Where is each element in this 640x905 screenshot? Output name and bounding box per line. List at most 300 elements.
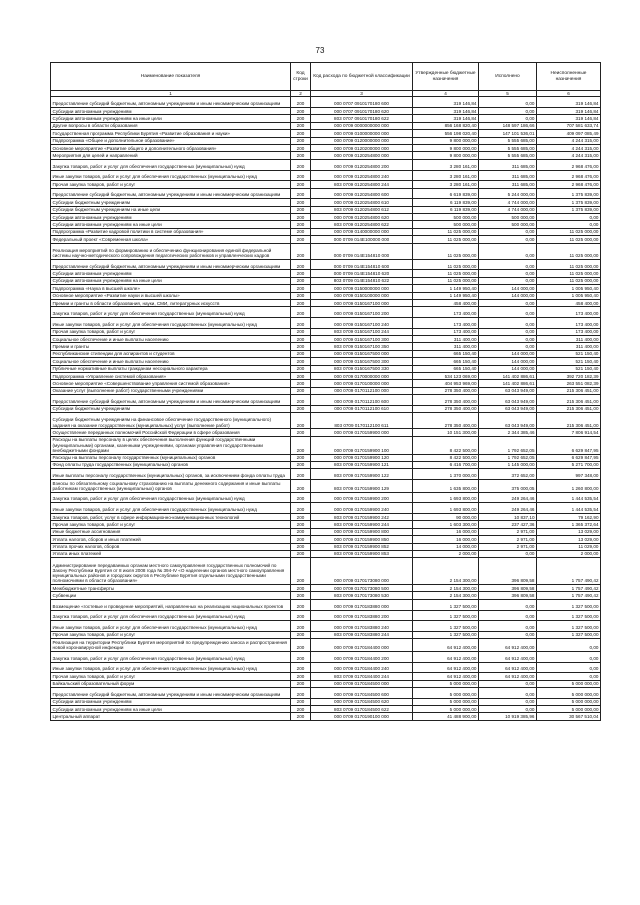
row-line-code: 200 <box>291 270 311 277</box>
row-line-code: 200 <box>291 413 311 429</box>
budget-execution-table <box>50 62 601 721</box>
row-unexecuted-amount: 5 000 000,00 <box>537 698 601 705</box>
row-approved-amount: 500 000,00 <box>413 214 479 221</box>
row-budget-code: 000 0709 014E154810 000 <box>311 243 413 259</box>
row-approved-amount: 278 350 400,00 <box>413 413 479 429</box>
row-name: Иные выплаты персоналу государственных (муниципальных) органов, за исключением фонда оплаты труда <box>51 469 291 480</box>
row-executed-amount: 4 744 000,00 <box>479 199 537 206</box>
row-budget-code: 803 0709 0170184400 244 <box>311 673 413 680</box>
row-name: Мероприятия для целей и направлений <box>51 152 291 159</box>
row-name: Основное мероприятие «Совершенствование управления системой образования» <box>51 380 291 387</box>
row-name: Осуществление переданных полномочий Российской Федерации в сфере образования <box>51 429 291 436</box>
row-line-code: 200 <box>291 436 311 454</box>
row-unexecuted-amount: 521 150,40 <box>537 350 601 357</box>
row-executed-amount: 311 685,00 <box>479 181 537 188</box>
table-row <box>51 631 601 638</box>
row-executed-amount: 396 809,58 <box>479 592 537 599</box>
row-unexecuted-amount: 79 162,90 <box>537 513 601 520</box>
row-name: Субсидии автономным учреждениям <box>51 270 291 277</box>
row-budget-code: 000 0709 0170183880 200 <box>311 610 413 621</box>
row-budget-code: 000 0709 014E100000 000 <box>311 236 413 243</box>
row-approved-amount: 1 327 500,00 <box>413 631 479 638</box>
table-row <box>51 336 601 343</box>
row-approved-amount: 6 416 700,00 <box>413 461 479 468</box>
row-approved-amount: 278 350 400,00 <box>413 387 479 394</box>
row-name: Фонд оплаты труда государственных (муниципальных) органов <box>51 461 291 468</box>
row-approved-amount: 2 000,00 <box>413 550 479 557</box>
row-unexecuted-amount: 2 968 476,00 <box>537 159 601 170</box>
row-line-code: 200 <box>291 592 311 599</box>
row-name: Расходы на выплаты персоналу государственных (муниципальных) органов <box>51 454 291 461</box>
row-executed-amount: 5 244 000,00 <box>479 188 537 199</box>
row-approved-amount: 319 146,84 <box>413 97 479 108</box>
row-executed-amount: 147 101 536,01 <box>479 130 537 137</box>
row-executed-amount: 63 043 949,00 <box>479 395 537 406</box>
row-unexecuted-amount: 11 029,00 <box>537 543 601 550</box>
table-row <box>51 277 601 284</box>
row-name: Уплата налогов, сборов и иных платежей <box>51 536 291 543</box>
row-name: Прочая закупка товаров, работ и услуг <box>51 181 291 188</box>
row-line-code: 200 <box>291 479 311 492</box>
row-approved-amount: 500 000,00 <box>413 221 479 228</box>
row-line-code: 200 <box>291 373 311 380</box>
row-name: Социальное обеспечение и иные выплаты населению <box>51 336 291 343</box>
row-name: Прочая закупка товаров, работ и услуг <box>51 328 291 335</box>
row-line-code: 200 <box>291 713 311 720</box>
row-executed-amount: 0,00 <box>479 243 537 259</box>
row-budget-code: 000 0709 0150167500 000 <box>311 350 413 357</box>
row-unexecuted-amount: 1 260 800,00 <box>537 479 601 492</box>
row-executed-amount: 63 043 949,00 <box>479 413 537 429</box>
row-budget-code: 000 0709 0170184400 200 <box>311 651 413 662</box>
row-unexecuted-amount: 707 581 633,74 <box>537 122 601 129</box>
row-line-code: 200 <box>291 307 311 318</box>
row-line-code: 200 <box>291 680 311 687</box>
row-line-code: 200 <box>291 550 311 557</box>
table-row <box>51 639 601 652</box>
row-unexecuted-amount: 173 400,00 <box>537 328 601 335</box>
row-name: Субсидии бюджетным учреждениям <box>51 199 291 206</box>
row-name: Закупка товаров, работ и услуг для обеспечения государственных (муниципальных) нужд <box>51 159 291 170</box>
row-name: Субсидии бюджетным учреждениям на финансовое обеспечение государственного (муниципального) задания на оказание государственных (муниципальных) услуг (выполнение работ) <box>51 413 291 429</box>
table-row <box>51 461 601 468</box>
row-approved-amount: 1 370 000,00 <box>413 469 479 480</box>
table-row <box>51 285 601 292</box>
header-unexecuted: Неисполненные назначения <box>537 63 601 91</box>
row-executed-amount: 0,00 <box>479 621 537 632</box>
row-approved-amount: 1 327 500,00 <box>413 621 479 632</box>
row-name: Субсидии автономным учреждениям на иные цели <box>51 706 291 713</box>
row-unexecuted-amount: 173 400,00 <box>537 317 601 328</box>
row-unexecuted-amount: 458 400,00 <box>537 299 601 306</box>
row-line-code: 200 <box>291 610 311 621</box>
row-budget-code: 000 0709 0120254800 600 <box>311 188 413 199</box>
row-name: Субсидии автономным учреждениям <box>51 214 291 221</box>
row-line-code: 200 <box>291 130 311 137</box>
row-line-code: 200 <box>291 259 311 270</box>
row-name: Закупка товаров, работ и услуг для обеспечения государственных (муниципальных) нужд <box>51 610 291 621</box>
row-executed-amount: 0,00 <box>479 97 537 108</box>
table-row <box>51 145 601 152</box>
row-approved-amount: 14 000,00 <box>413 543 479 550</box>
row-line-code: 200 <box>291 380 311 387</box>
table-row <box>51 599 601 610</box>
row-approved-amount: 64 912 400,00 <box>413 673 479 680</box>
row-unexecuted-amount: 5 000 000,00 <box>537 706 601 713</box>
row-line-code: 200 <box>291 599 311 610</box>
row-unexecuted-amount: 11 025 000,00 <box>537 270 601 277</box>
row-line-code: 200 <box>291 513 311 520</box>
row-budget-code: 000 0709 0170112100 000 <box>311 387 413 394</box>
row-budget-code: 000 0709 0170184400 240 <box>311 662 413 673</box>
row-budget-code: 000 0709 0170159900 120 <box>311 454 413 461</box>
row-executed-amount: 0,00 <box>479 336 537 343</box>
row-name: Субвенции <box>51 592 291 599</box>
row-executed-amount: 144 000,00 <box>479 350 537 357</box>
row-name: Основное мероприятие «Развитие науки и высшей школы» <box>51 292 291 299</box>
row-approved-amount: 173 400,00 <box>413 307 479 318</box>
row-unexecuted-amount: 7 806 914,54 <box>537 429 601 436</box>
row-name: Другие вопросы в области образования <box>51 122 291 129</box>
row-budget-code: 000 0709 014E154810 620 <box>311 270 413 277</box>
row-executed-amount: 141 402 886,61 <box>479 373 537 380</box>
table-header-row <box>51 63 601 91</box>
row-approved-amount: 9 800 000,00 <box>413 137 479 144</box>
row-budget-code: 000 0709 0170173080 000 <box>311 558 413 585</box>
row-line-code: 200 <box>291 170 311 181</box>
row-line-code: 200 <box>291 651 311 662</box>
row-name: Республиканские стипендии для аспирантов и студентов <box>51 350 291 357</box>
row-approved-amount: 90 000,00 <box>413 513 479 520</box>
row-name: Взносы по обязательному социальному страхованию на выплаты денежного содержания и иные выплаты работникам государственных (муниципальных) органов <box>51 479 291 492</box>
row-line-code: 200 <box>291 343 311 350</box>
table-row <box>51 181 601 188</box>
row-executed-amount: 1 792 652,05 <box>479 436 537 454</box>
row-line-code: 200 <box>291 543 311 550</box>
row-approved-amount: 5 000 000,00 <box>413 706 479 713</box>
table-row <box>51 592 601 599</box>
row-name: Закупка товаров, работ, услуг в сфере информационно-коммуникационных технологий <box>51 513 291 520</box>
row-budget-code: 000 0709 0170112100 610 <box>311 405 413 412</box>
row-line-code: 200 <box>291 108 311 115</box>
row-budget-code: 803 0709 0150167500 330 <box>311 365 413 372</box>
table-row <box>51 513 601 520</box>
row-executed-amount: 0,00 <box>479 228 537 235</box>
row-executed-amount: 0,00 <box>479 108 537 115</box>
row-executed-amount: 500 000,00 <box>479 221 537 228</box>
row-name: Предоставление субсидий бюджетным, автономным учреждениям и иным некоммерческим организациям <box>51 688 291 699</box>
table-row <box>51 373 601 380</box>
row-approved-amount: 278 350 400,00 <box>413 395 479 406</box>
row-budget-code: 000 0709 0120254800 240 <box>311 170 413 181</box>
row-unexecuted-amount: 0,00 <box>537 221 601 228</box>
row-unexecuted-amount: 1 365 372,64 <box>537 521 601 528</box>
col-number: 3 <box>311 91 413 97</box>
row-budget-code: 000 0709 0170173080 500 <box>311 585 413 592</box>
row-line-code: 200 <box>291 145 311 152</box>
row-budget-code: 000 0707 0910170180 620 <box>311 108 413 115</box>
row-unexecuted-amount: 0,00 <box>537 651 601 662</box>
row-name: Реализация на территории Республики Бурятия мероприятий по предупреждению заноса и распространения новой коронавирусной инфекции <box>51 639 291 652</box>
row-budget-code: 803 0709 0170159900 244 <box>311 521 413 528</box>
row-executed-amount: 1 145 000,00 <box>479 461 537 468</box>
row-approved-amount: 319 146,84 <box>413 108 479 115</box>
row-line-code: 200 <box>291 558 311 585</box>
table-row <box>51 292 601 299</box>
row-budget-code: 803 0709 0170173080 530 <box>311 592 413 599</box>
row-unexecuted-amount: 5 000 000,00 <box>537 688 601 699</box>
row-unexecuted-amount: 997 348,00 <box>537 469 601 480</box>
row-unexecuted-amount: 0,00 <box>537 662 601 673</box>
row-executed-amount: 141 402 886,61 <box>479 380 537 387</box>
row-budget-code: 803 0709 014E154810 622 <box>311 277 413 284</box>
row-approved-amount: 2 154 300,00 <box>413 558 479 585</box>
row-executed-amount: 2 344 385,46 <box>479 429 537 436</box>
table-row <box>51 228 601 235</box>
row-approved-amount: 64 912 400,00 <box>413 662 479 673</box>
row-unexecuted-amount: 0,00 <box>537 673 601 680</box>
row-line-code: 200 <box>291 536 311 543</box>
table-row <box>51 206 601 213</box>
table-row <box>51 236 601 243</box>
row-name: Центральный аппарат <box>51 713 291 720</box>
row-budget-code: 000 0709 0170184500 620 <box>311 698 413 705</box>
header-executed: Исполнено <box>479 63 537 91</box>
table-row <box>51 698 601 705</box>
table-row <box>51 259 601 270</box>
row-budget-code: 803 0709 0170112100 611 <box>311 413 413 429</box>
row-line-code: 200 <box>291 528 311 535</box>
table-row <box>51 243 601 259</box>
row-approved-amount: 1 693 800,00 <box>413 492 479 503</box>
row-executed-amount: 5 555 685,00 <box>479 137 537 144</box>
row-line-code: 200 <box>291 698 311 705</box>
row-executed-amount: 396 809,58 <box>479 585 537 592</box>
row-name: Государственная программа Республики Бурятия «Развитие образования и науки» <box>51 130 291 137</box>
row-name: Прочая закупка товаров, работ и услуг <box>51 521 291 528</box>
row-approved-amount: 534 123 069,00 <box>413 373 479 380</box>
row-name: Расходы на выплаты персоналу в целях обеспечения выполнения функций государственными (муниципальными) органами, казенными учреждениями, органами управления государственными внебюджетными фондами <box>51 436 291 454</box>
row-name: Байкальский образовательный форум <box>51 680 291 687</box>
table-row <box>51 170 601 181</box>
row-unexecuted-amount: 13 029,00 <box>537 528 601 535</box>
row-line-code: 200 <box>291 631 311 638</box>
row-approved-amount: 665 150,40 <box>413 358 479 365</box>
row-line-code: 200 <box>291 285 311 292</box>
row-line-code: 200 <box>291 122 311 129</box>
row-unexecuted-amount: 392 720 182,39 <box>537 373 601 380</box>
row-executed-amount: 64 912 400,00 <box>479 639 537 652</box>
row-executed-amount: 64 912 400,00 <box>479 673 537 680</box>
row-approved-amount: 1 149 950,40 <box>413 285 479 292</box>
table-row <box>51 188 601 199</box>
row-unexecuted-amount: 13 029,00 <box>537 536 601 543</box>
row-executed-amount: 396 809,58 <box>479 558 537 585</box>
row-unexecuted-amount: 5 271 700,00 <box>537 461 601 468</box>
row-unexecuted-amount: 215 306 451,00 <box>537 387 601 394</box>
row-approved-amount: 5 000 000,00 <box>413 698 479 705</box>
row-budget-code: 000 0709 0170159900 000 <box>311 429 413 436</box>
table-row <box>51 688 601 699</box>
row-executed-amount: 311 685,00 <box>479 159 537 170</box>
row-executed-amount: 2 971,00 <box>479 536 537 543</box>
col-number: 4 <box>413 91 479 97</box>
row-unexecuted-amount: 1 757 490,42 <box>537 592 601 599</box>
row-approved-amount: 3 280 161,00 <box>413 159 479 170</box>
row-unexecuted-amount: 1 375 839,00 <box>537 206 601 213</box>
table-row <box>51 97 601 108</box>
row-unexecuted-amount: 319 146,84 <box>537 97 601 108</box>
col-number: 1 <box>51 91 291 97</box>
row-approved-amount: 11 025 000,00 <box>413 236 479 243</box>
row-executed-amount: 148 597 186,66 <box>479 122 537 129</box>
row-budget-code: 000 0709 014E154810 600 <box>311 259 413 270</box>
row-name: Иные закупки товаров, работ и услуг для обеспечения государственных (муниципальных) нужд <box>51 503 291 514</box>
row-name: Социальное обеспечение и иные выплаты населению <box>51 358 291 365</box>
row-budget-code: 803 0709 0170159900 853 <box>311 550 413 557</box>
row-unexecuted-amount: 4 244 315,00 <box>537 145 601 152</box>
row-line-code: 200 <box>291 188 311 199</box>
row-line-code: 200 <box>291 328 311 335</box>
row-approved-amount: 11 025 000,00 <box>413 228 479 235</box>
table-row <box>51 328 601 335</box>
row-budget-code: 000 0709 0170100000 000 <box>311 380 413 387</box>
row-name: Предоставление субсидий бюджетным, автономным учреждениям и иным некоммерческим организациям <box>51 395 291 406</box>
row-executed-amount: 0,00 <box>479 270 537 277</box>
row-budget-code: 000 0709 0150167100 000 <box>311 299 413 306</box>
row-budget-code: 000 0709 0170184500 600 <box>311 688 413 699</box>
row-executed-amount: 0,00 <box>479 328 537 335</box>
row-unexecuted-amount: 1 757 490,42 <box>537 558 601 585</box>
row-budget-code: 000 0709 0150167100 200 <box>311 307 413 318</box>
row-unexecuted-amount: 11 025 000,00 <box>537 259 601 270</box>
row-unexecuted-amount: 1 444 535,54 <box>537 492 601 503</box>
row-unexecuted-amount: 521 150,40 <box>537 358 601 365</box>
row-name: Субсидии бюджетным учреждениям <box>51 405 291 412</box>
row-budget-code: 000 0709 0000000000 000 <box>311 122 413 129</box>
row-approved-amount: 458 400,00 <box>413 299 479 306</box>
row-executed-amount: 0,00 <box>479 706 537 713</box>
row-budget-code: 000 0709 0170190100 000 <box>311 713 413 720</box>
row-budget-code: 000 0709 0170183880 240 <box>311 621 413 632</box>
row-budget-code: 803 0709 0150167100 244 <box>311 328 413 335</box>
table-row <box>51 454 601 461</box>
table-row <box>51 122 601 129</box>
row-approved-amount: 64 912 400,00 <box>413 651 479 662</box>
row-executed-amount: 63 043 949,00 <box>479 387 537 394</box>
row-name: Субсидии автономным учреждениям <box>51 108 291 115</box>
row-budget-code: 803 0709 0170159900 121 <box>311 461 413 468</box>
row-approved-amount: 311 400,00 <box>413 343 479 350</box>
row-name: Уплата прочих налогов, сборов <box>51 543 291 550</box>
row-unexecuted-amount: 11 025 000,00 <box>537 243 601 259</box>
table-row <box>51 387 601 394</box>
row-approved-amount: 1 635 800,00 <box>413 479 479 492</box>
row-unexecuted-amount: 2 968 476,00 <box>537 181 601 188</box>
row-unexecuted-amount: 0,00 <box>537 214 601 221</box>
row-name: Публичные нормативные выплаты гражданам несоциального характера <box>51 365 291 372</box>
row-line-code: 200 <box>291 299 311 306</box>
col-number: 2 <box>291 91 311 97</box>
row-line-code: 200 <box>291 236 311 243</box>
row-line-code: 200 <box>291 317 311 328</box>
row-line-code: 200 <box>291 365 311 372</box>
row-executed-amount: 0,00 <box>479 277 537 284</box>
row-executed-amount: 0,00 <box>479 299 537 306</box>
header-line-code: Код строки <box>291 63 311 91</box>
row-approved-amount: 5 000 000,00 <box>413 688 479 699</box>
row-unexecuted-amount: 2 000,00 <box>537 550 601 557</box>
table-row <box>51 673 601 680</box>
row-approved-amount: 173 400,00 <box>413 328 479 335</box>
table-row <box>51 558 601 585</box>
table-row <box>51 610 601 621</box>
row-line-code: 200 <box>291 395 311 406</box>
row-executed-amount: 0,00 <box>479 115 537 122</box>
row-approved-amount: 8 422 500,00 <box>413 436 479 454</box>
table-row <box>51 358 601 365</box>
row-line-code: 200 <box>291 199 311 206</box>
row-approved-amount: 6 119 839,00 <box>413 206 479 213</box>
row-line-code: 200 <box>291 228 311 235</box>
table-row <box>51 503 601 514</box>
row-unexecuted-amount: 311 400,00 <box>537 336 601 343</box>
row-approved-amount: 9 800 000,00 <box>413 145 479 152</box>
row-budget-code: 000 0709 0120254800 200 <box>311 159 413 170</box>
row-unexecuted-amount: 521 150,40 <box>537 365 601 372</box>
row-line-code: 200 <box>291 639 311 652</box>
row-approved-amount: 173 400,00 <box>413 317 479 328</box>
table-row <box>51 108 601 115</box>
row-executed-amount: 0,00 <box>479 317 537 328</box>
row-name: Федеральный проект «Современная школа» <box>51 236 291 243</box>
row-unexecuted-amount: 263 551 082,39 <box>537 380 601 387</box>
row-approved-amount: 6 619 839,00 <box>413 188 479 199</box>
row-budget-code: 000 0709 0170184400 000 <box>311 639 413 652</box>
row-executed-amount: 0,00 <box>479 259 537 270</box>
row-line-code: 200 <box>291 115 311 122</box>
row-budget-code: 000 0709 0170159900 200 <box>311 492 413 503</box>
row-line-code: 200 <box>291 688 311 699</box>
row-budget-code: 803 0709 0170159900 852 <box>311 543 413 550</box>
row-budget-code: 000 0709 0120254800 620 <box>311 214 413 221</box>
row-approved-amount: 1 693 800,00 <box>413 503 479 514</box>
row-executed-amount: 64 912 400,00 <box>479 662 537 673</box>
row-unexecuted-amount: 6 629 847,95 <box>537 454 601 461</box>
table-row <box>51 469 601 480</box>
row-line-code: 200 <box>291 585 311 592</box>
row-budget-code: 000 0709 0120254800 610 <box>311 199 413 206</box>
table-row <box>51 621 601 632</box>
row-budget-code: 000 0709 0100000000 000 <box>311 130 413 137</box>
row-budget-code: 803 0707 0910170180 622 <box>311 115 413 122</box>
row-unexecuted-amount: 4 244 315,00 <box>537 137 601 144</box>
row-unexecuted-amount: 409 097 085,49 <box>537 130 601 137</box>
row-budget-code: 803 0709 0120254800 622 <box>311 221 413 228</box>
table-row <box>51 585 601 592</box>
row-budget-code: 000 0709 0170159900 100 <box>311 436 413 454</box>
row-line-code: 200 <box>291 621 311 632</box>
table-row <box>51 307 601 318</box>
row-executed-amount: 0,00 <box>479 343 537 350</box>
row-budget-code: 000 0709 0150100000 000 <box>311 292 413 299</box>
row-executed-amount: 144 000,00 <box>479 365 537 372</box>
row-budget-code: 803 0709 0120254800 612 <box>311 206 413 213</box>
row-executed-amount: 0,00 <box>479 698 537 705</box>
row-budget-code: 000 0707 0910170180 600 <box>311 97 413 108</box>
row-name: Предоставление субсидий бюджетным, автономным учреждениям и иным некоммерческим организациям <box>51 97 291 108</box>
table-row <box>51 429 601 436</box>
